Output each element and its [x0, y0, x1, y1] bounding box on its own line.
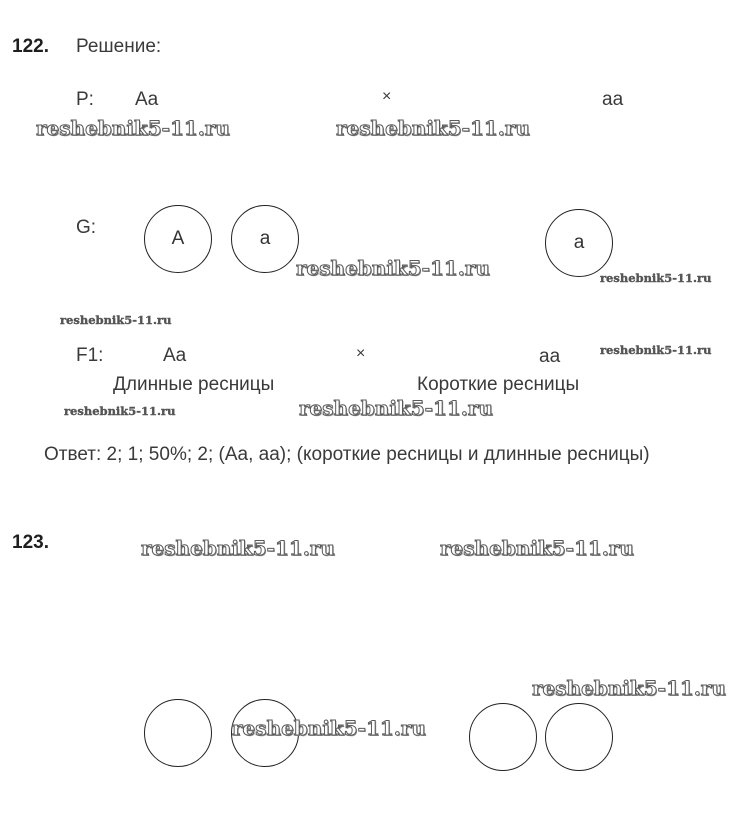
watermark: reshebnik5-11.ru — [141, 536, 335, 560]
gametes-label: G: — [76, 217, 97, 238]
parent-right-genotype: aa — [602, 89, 624, 110]
empty-circle-1 — [144, 699, 212, 767]
watermark: reshebnik5-11.ru — [532, 676, 726, 700]
solution-title: Решение: — [76, 36, 162, 57]
answer-text: Ответ: 2; 1; 50%; 2; (Aa, aa); (короткие ресницы и длинные ресницы) — [44, 444, 650, 465]
watermark: reshebnik5-11.ru — [600, 343, 712, 357]
watermark: reshebnik5-11.ru — [36, 116, 230, 140]
watermark: reshebnik5-11.ru — [64, 404, 176, 418]
gamete-circle-a-left: a — [231, 205, 299, 273]
watermark: reshebnik5-11.ru — [440, 536, 634, 560]
trait-short-lashes: Короткие ресницы — [417, 374, 580, 395]
watermark: reshebnik5-11.ru — [600, 271, 712, 285]
watermark: reshebnik5-11.ru — [232, 716, 426, 740]
problem-122-number: 122. — [12, 36, 49, 57]
gamete-circle-A: A — [144, 205, 212, 273]
parents-label: P: — [76, 89, 94, 110]
f1-cross-sign: × — [356, 345, 366, 362]
f1-left-genotype: Aa — [163, 345, 187, 366]
watermark: reshebnik5-11.ru — [336, 116, 530, 140]
problem-123-number: 123. — [12, 532, 49, 553]
empty-circle-4 — [545, 703, 613, 771]
trait-long-lashes: Длинные ресницы — [113, 374, 275, 395]
parent-left-genotype: Aa — [135, 89, 159, 110]
watermark: reshebnik5-11.ru — [60, 313, 172, 327]
cross-sign: × — [382, 88, 392, 105]
f1-label: F1: — [76, 345, 104, 366]
empty-circle-3 — [469, 703, 537, 771]
watermark: reshebnik5-11.ru — [296, 256, 490, 280]
gamete-circle-a-right: a — [545, 209, 613, 277]
watermark: reshebnik5-11.ru — [299, 396, 493, 420]
f1-right-genotype: aa — [539, 346, 561, 367]
